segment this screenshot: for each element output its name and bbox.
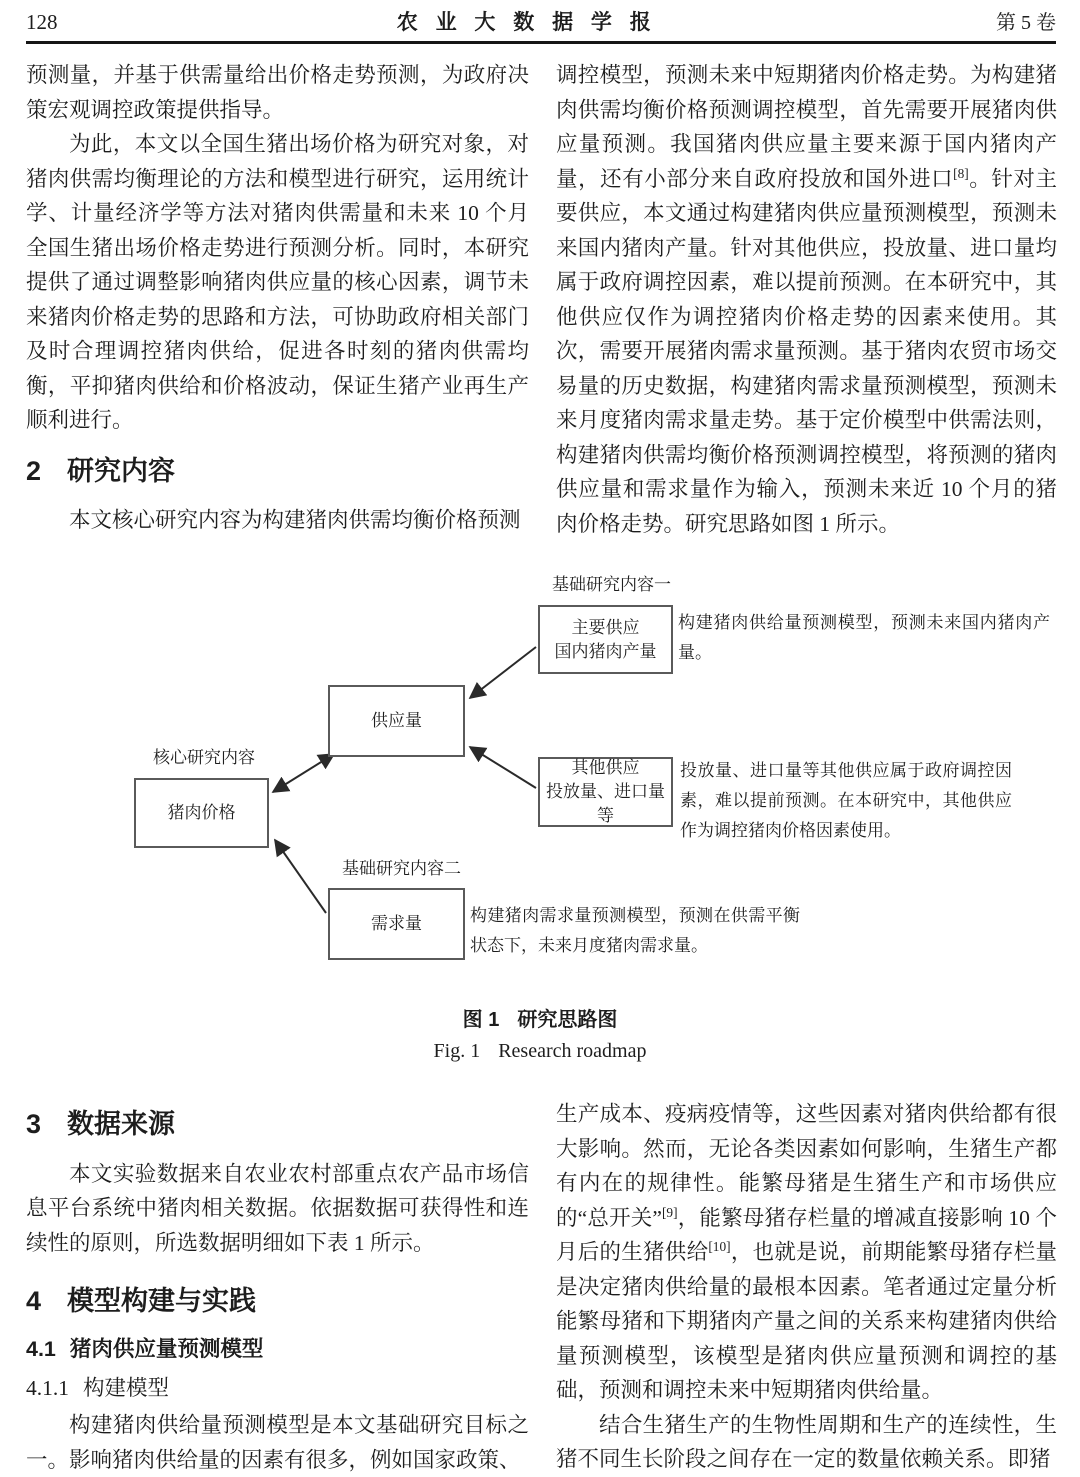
section-number: 2 xyxy=(26,455,42,486)
right-column-bottom xyxy=(556,1097,1057,1477)
section-title: 模型构建与实践 xyxy=(67,1286,257,1317)
arrow-supply-price-bidirectional xyxy=(273,754,334,792)
left-column-bottom xyxy=(26,1108,529,1477)
section-heading-4 xyxy=(26,1285,529,1319)
figure-box-line: 投放量、进口量等 xyxy=(546,782,665,825)
paragraph: 生产成本、疫病疫情等，这些因素对猪肉供给都有很大影响。然而，无论各类因素如何影响，生猪生产都有内在的规律性。能繁母猪是生猪生产和市场供应的“总开关”[9]，能繁母猪存栏量的增减直接影响 10 个月后的生猪供给[10]，也就是说，前期能繁母猪存栏量是决定猪肉供给量的最根本因素。笔者通过定量分析能繁母猪和下期猪肉产量之间的关系来构建猪肉供给量预测模型，该模型是猪肉供应量预测和调控的基础，预测和调控未来中短期猪肉供给量。 xyxy=(556,1102,1057,1402)
figure-box-other-supply xyxy=(538,757,673,827)
left-column-top xyxy=(26,58,529,538)
figure-caption-en-number: Fig. 1 xyxy=(433,1040,481,1062)
subsection-heading-4-1 xyxy=(26,1334,529,1364)
figure-label-core-content: 核心研究内容 xyxy=(153,748,255,767)
subsection-title: 猪肉供应量预测模型 xyxy=(69,1337,264,1361)
volume-label: 第 5 卷 xyxy=(995,12,1056,34)
subsection-number: 4.1.1 xyxy=(26,1376,69,1400)
figure-annotation-demand: 构建猪肉需求量预测模型，预测在供需平衡状态下，未来月度猪肉需求量。 xyxy=(470,906,800,955)
page-number: 128 xyxy=(26,10,58,34)
page-header xyxy=(26,6,1056,36)
header-rule xyxy=(26,41,1056,44)
paragraph: 预测量，并基于供需量给出价格走势预测，为政府决策宏观调控政策提供指导。 xyxy=(26,63,529,122)
right-column-top xyxy=(556,58,1057,541)
subsection-heading-4-1-1 xyxy=(26,1373,529,1403)
figure-1 xyxy=(0,572,1080,1077)
paragraph: 本文实验数据来自农业农村部重点农产品市场信息平台系统中猪肉相关数据。依据数据可获得性和连续性的原则，所选数据明细如下表 1 所示。 xyxy=(26,1161,529,1255)
paragraph: 本文核心研究内容为构建猪肉供需均衡价格预测 xyxy=(69,508,521,533)
subsection-title: 构建模型 xyxy=(83,1376,170,1400)
paragraph: 结合生猪生产的生物性周期和生产的连续性，生猪不同生长阶段之间存在一定的数量依赖关系。即猪 xyxy=(556,1412,1057,1471)
figure-box-supply xyxy=(328,685,465,757)
arrow-main-supply-to-supply xyxy=(470,647,536,698)
subsection-number: 4.1 xyxy=(26,1337,56,1361)
figure-box-demand xyxy=(328,888,465,960)
figure-box-price xyxy=(134,778,269,848)
figure-caption-zh-text: 研究思路图 xyxy=(517,1009,618,1031)
figure-caption-zh-number: 图 1 xyxy=(462,1009,500,1031)
figure-box-line: 需求量 xyxy=(371,914,422,933)
arrow-other-supply-to-supply xyxy=(470,747,536,788)
section-title: 数据来源 xyxy=(67,1109,176,1139)
section-title: 研究内容 xyxy=(67,455,176,486)
figure-caption-en xyxy=(0,1040,1080,1063)
section-heading-3 xyxy=(26,1108,529,1142)
figure-annotation-other-supply: 投放量、进口量等其他供应属于政府调控因素，难以提前预测。在本研究中，其他供应作为调控猪肉价格因素使用。 xyxy=(680,761,1012,840)
journal-title: 农 业 大 数 据 学 报 xyxy=(396,11,657,34)
section-number: 4 xyxy=(26,1286,42,1317)
figure-box-line: 国内猪肉产量 xyxy=(554,641,657,661)
figure-caption-zh xyxy=(0,1003,1080,1032)
figure-box-line: 其他供应 xyxy=(571,758,640,777)
paragraph: 为此，本文以全国生猪出场价格为研究对象，对猪肉供需均衡理论的方法和模型进行研究，运用统计学、计量经济学等方法对猪肉供需量和未来 10 个月全国生猪出场价格走势进行预测分析。同时，本研究提供了通过调整影响猪肉供应量的核心因素，调节未来猪肉价格走势的思路和方法，可协助政府相关部门及时合理调控猪肉供给，促进各时刻的猪肉供需均衡，平抑猪肉供给和价格波动，保证生猪产业再生产顺利进行。 xyxy=(26,132,529,432)
figure-caption-en-text: Research roadmap xyxy=(498,1040,647,1062)
figure-label-basic-content-1: 基础研究内容一 xyxy=(552,575,671,594)
section-heading-2 xyxy=(26,455,529,489)
figure-label-basic-content-2: 基础研究内容二 xyxy=(342,859,461,878)
figure-box-line: 猪肉价格 xyxy=(167,803,236,822)
paragraph: 构建猪肉供给量预测模型是本文基础研究目标之一。影响猪肉供给量的因素有很多，例如国家政策、 xyxy=(26,1413,529,1472)
figure-box-line: 供应量 xyxy=(371,711,422,730)
figure-annotation-main-supply: 构建猪肉供给量预测模型，预测未来国内猪肉产量。 xyxy=(678,613,1050,662)
section-number: 3 xyxy=(26,1109,42,1139)
paragraph: 调控模型，预测未来中短期猪肉价格走势。为构建猪肉供需均衡价格预测调控模型，首先需要开展猪肉供应量预测。我国猪肉供应量主要来源于国内猪肉产量，还有小部分来自政府投放和国外进口[8]。针对主要供应，本文通过构建猪肉供应量预测模型，预测未来国内猪肉产量。针对其他供应，投放量、进口量均属于政府调控因素，难以提前预测。在本研究中，其他供应仅作为调控猪肉价格走势的因素来使用。其次，需要开展猪肉需求量预测。基于猪肉农贸市场交易量的历史数据，构建猪肉需求量预测模型，预测未来月度猪肉需求量走势。基于定价模型中供需法则，构建猪肉供需均衡价格预测调控模型，将预测的猪肉供应量和需求量作为输入，预测未来近 10 个月的猪肉价格走势。研究思路如图 1 所示。 xyxy=(556,63,1057,536)
arrow-demand-to-price xyxy=(275,840,326,913)
figure-box-main-supply xyxy=(538,605,673,674)
figure-box-line: 主要供应 xyxy=(571,617,640,637)
